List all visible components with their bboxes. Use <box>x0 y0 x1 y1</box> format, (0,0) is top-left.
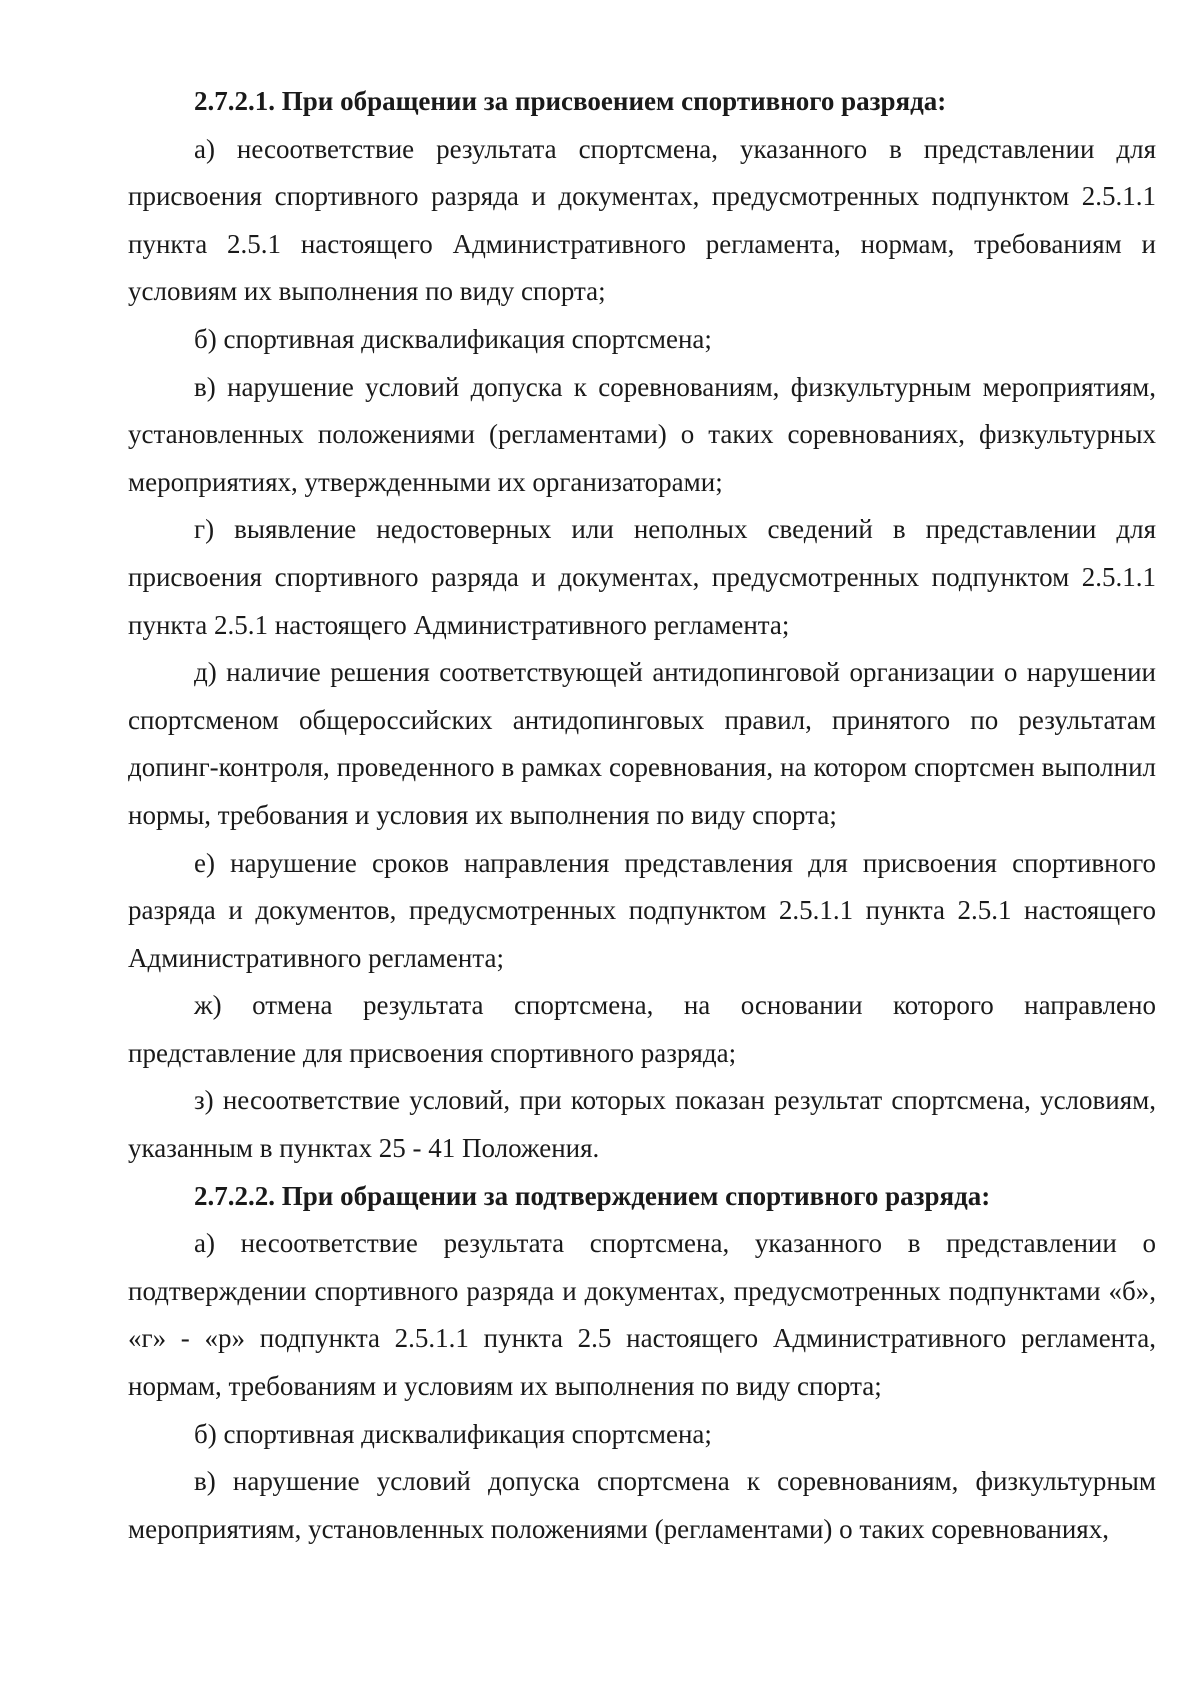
section-heading-2-7-2-2: 2.7.2.2. При обращении за подтверждением спортивного разряда: <box>194 1180 991 1211</box>
section-heading-2-7-2-1: 2.7.2.1. При обращении за присвоением спортивного разряда: <box>194 86 947 116</box>
document-body <box>128 78 1156 1553</box>
paragraph-1d: д) наличие решения соответствующей антидопинговой организации о нарушении спортсменом общероссийских антидопинговых правил, принятого по результатам допинг-контроля, проведенного в рамках соревнования, на котором спортсмен выполнил нормы, требования и условия их выполнения по виду спорта; <box>128 657 1156 830</box>
paragraph-2b: б) спортивная дисквалификация спортсмена; <box>194 1418 712 1449</box>
paragraph-1zh: ж) отмена результата спортсмена, на основании которого направлено представление для присвоения спортивного разряда; <box>128 990 1156 1068</box>
paragraph-1g: г) выявление недостоверных или неполных сведений в представлении для присвоения спортивного разряда и документах, предусмотренных подпунктом 2.5.1.1 пункта 2.5.1 настоящего Административного регламента; <box>128 514 1156 640</box>
paragraph-1v: в) нарушение условий допуска к соревнованиям, физкультурным мероприятиям, установленных положениями (регламентами) о таких соревнованиях, физкультурных мероприятиях, утвержденными их организаторами; <box>128 371 1156 497</box>
paragraph-1e: е) нарушение сроков направления представления для присвоения спортивного разряда и документов, предусмотренных подпунктом 2.5.1.1 пункта 2.5.1 настоящего Административного регламента; <box>128 847 1156 973</box>
paragraph-1z: з) несоответствие условий, при которых показан результат спортсмена, условиям, указанным в пунктах 25 - 41 Положения. <box>128 1085 1156 1164</box>
paragraph-2v: в) нарушение условий допуска спортсмена к соревнованиям, физкультурным мероприятиям, установленных положениями (регламентами) о таких соревнованиях, <box>128 1466 1156 1544</box>
paragraph-1a: а) несоответствие результата спортсмена, указанного в представлении для присвоения спортивного разряда и документах, предусмотренных подпунктом 2.5.1.1 пункта 2.5.1 настоящего Административного регламента, нормам, требованиям и условиям их выполнения по виду спорта; <box>128 133 1156 307</box>
paragraph-2a: а) несоответствие результата спортсмена, указанного в представлении о подтверждении спортивного разряда и документах, предусмотренных подпунктами «б», «г» - «р» подпункта 2.5.1.1 пункта 2.5 настоящего Административного регламента, нормам, требованиям и условиям их выполнения по виду спорта; <box>128 1228 1156 1402</box>
paragraph-1b: б) спортивная дисквалификация спортсмена; <box>194 323 712 354</box>
